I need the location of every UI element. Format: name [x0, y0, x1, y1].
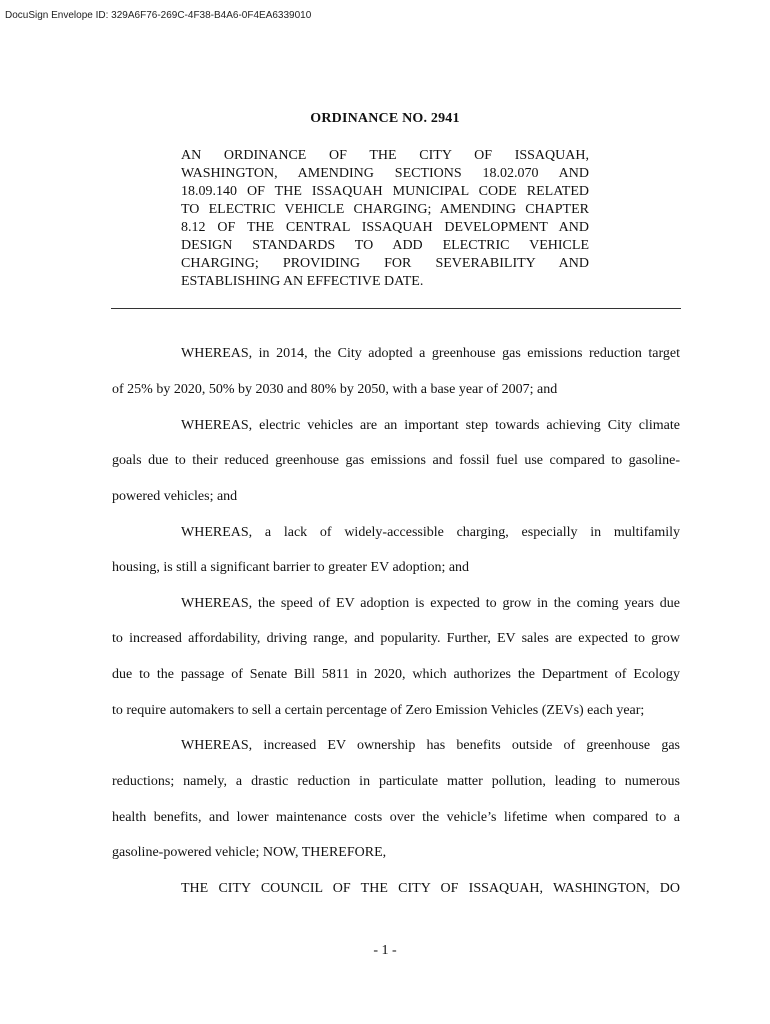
recital-line: powered vehicles; and	[112, 489, 238, 504]
ordinance-caption	[181, 147, 589, 291]
caption-line: ESTABLISHING AN EFFECTIVE DATE.	[181, 274, 424, 289]
recital-line: reductions; namely, a drastic reduction in particulate matter pollution, leading to numerous	[112, 774, 680, 789]
recital-line: housing, is still a significant barrier to greater EV adoption; and	[112, 560, 470, 575]
recital-line: to increased affordability, driving range, and popularity. Further, EV sales are expected to grow	[112, 631, 680, 646]
ordinance-title: ORDINANCE NO. 2941	[310, 111, 460, 126]
enacting-clause-line: THE CITY COUNCIL OF THE CITY OF ISSAQUAH, WASHINGTON, DO	[181, 881, 680, 896]
caption-line: WASHINGTON, AMENDING SECTIONS 18.02.070 AND	[181, 166, 589, 181]
caption-line: 8.12 OF THE CENTRAL ISSAQUAH DEVELOPMENT AND	[181, 220, 589, 235]
recital-line: gasoline-powered vehicle; NOW, THEREFORE,	[112, 845, 387, 860]
page-number: - 1 -	[373, 943, 397, 958]
caption-line: TO ELECTRIC VEHICLE CHARGING; AMENDING CHAPTER	[181, 202, 589, 217]
recital-line: of 25% by 2020, 50% by 2030 and 80% by 2050, with a base year of 2007; and	[112, 382, 558, 397]
caption-line: DESIGN STANDARDS TO ADD ELECTRIC VEHICLE	[181, 238, 589, 253]
caption-line: 18.09.140 OF THE ISSAQUAH MUNICIPAL CODE RELATED	[181, 184, 589, 199]
recital-line: WHEREAS, in 2014, the City adopted a greenhouse gas emissions reduction target	[181, 346, 680, 361]
docusign-envelope-id: DocuSign Envelope ID: 329A6F76-269C-4F38-B4A6-0F4EA6339010	[5, 10, 312, 21]
recital-line: due to the passage of Senate Bill 5811 in 2020, which authorizes the Department of Ecology	[112, 667, 680, 682]
horizontal-divider	[111, 308, 681, 309]
recital-line: health benefits, and lower maintenance costs over the vehicle’s lifetime when compared to a	[112, 810, 680, 825]
recital-line: WHEREAS, increased EV ownership has benefits outside of greenhouse gas	[181, 738, 680, 753]
recital-line: goals due to their reduced greenhouse gas emissions and fossil fuel use compared to gasoline-	[112, 453, 680, 468]
recital-line: WHEREAS, the speed of EV adoption is expected to grow in the coming years due	[181, 596, 680, 611]
caption-line: CHARGING; PROVIDING FOR SEVERABILITY AND	[181, 256, 589, 271]
caption-line: AN ORDINANCE OF THE CITY OF ISSAQUAH,	[181, 148, 589, 163]
recital-line: WHEREAS, electric vehicles are an important step towards achieving City climate	[181, 418, 680, 433]
recital-line: WHEREAS, a lack of widely-accessible charging, especially in multifamily	[181, 525, 680, 540]
recital-line: to require automakers to sell a certain percentage of Zero Emission Vehicles (ZEVs) each year;	[112, 703, 645, 718]
